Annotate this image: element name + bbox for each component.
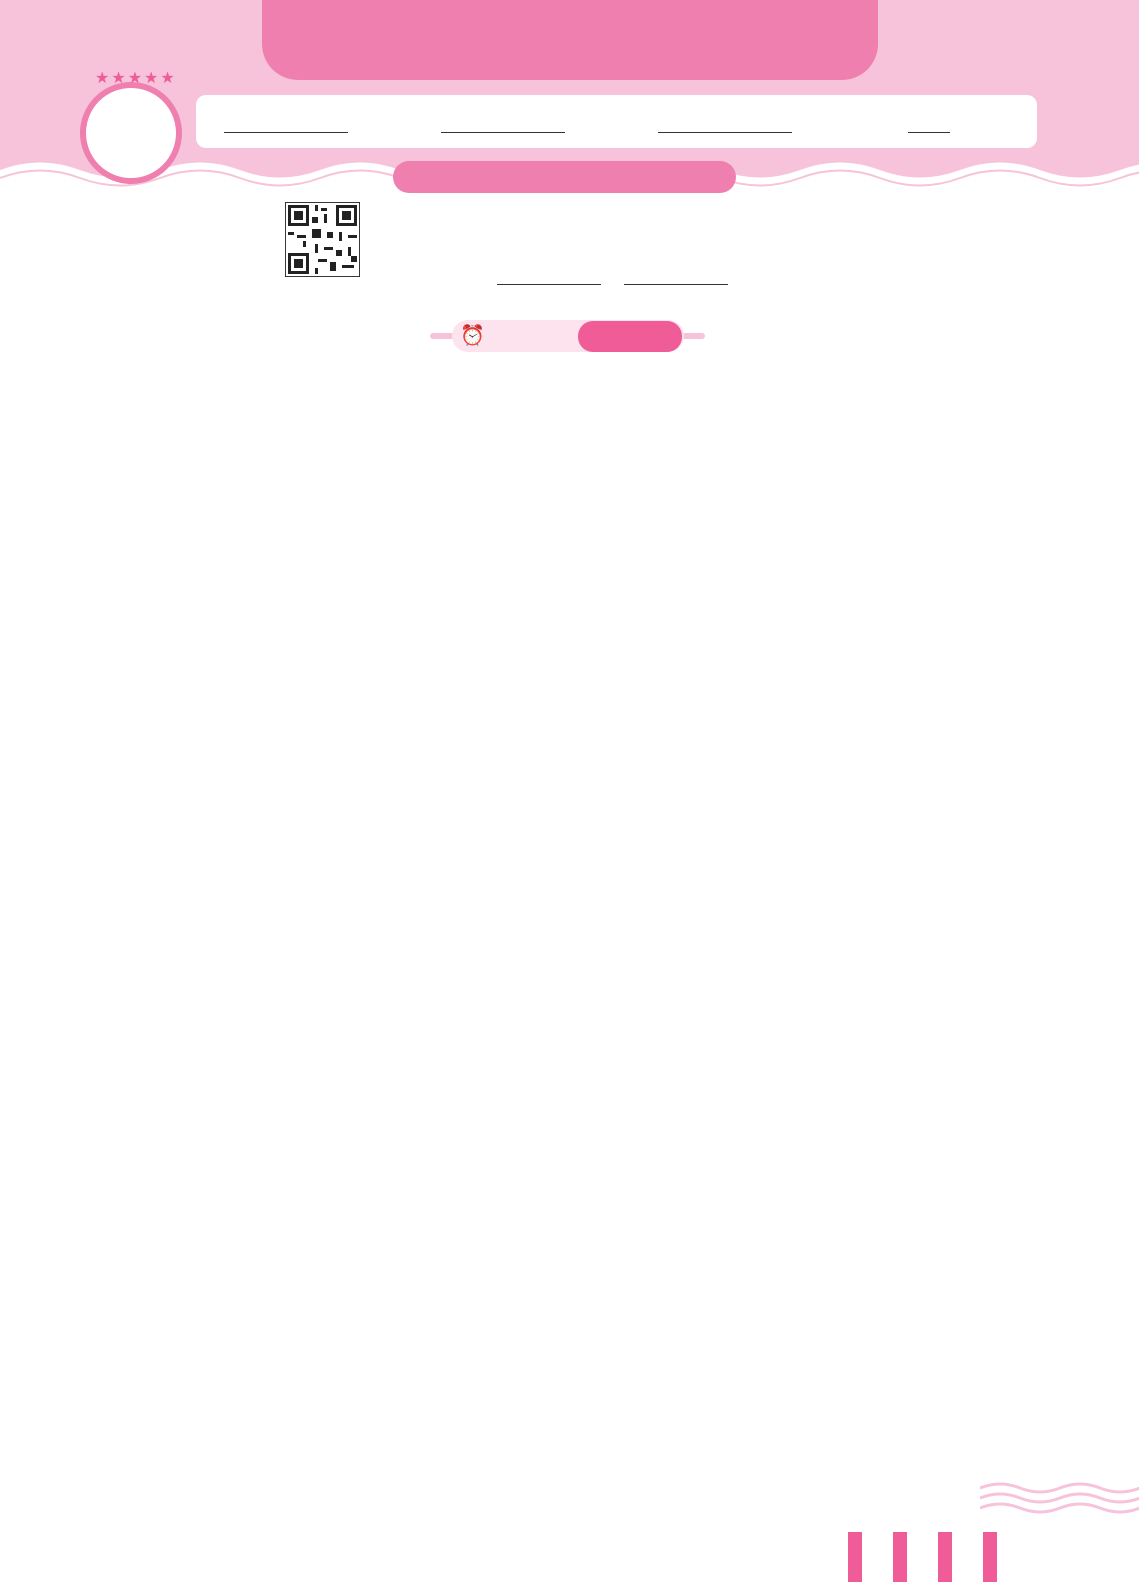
thumb-tab-bar xyxy=(848,1532,862,1582)
footer-wave xyxy=(980,1478,1139,1518)
series-tab xyxy=(262,0,878,80)
weekday-field[interactable] xyxy=(908,108,950,133)
year-blank[interactable] xyxy=(658,110,720,133)
timer-badge xyxy=(578,321,682,352)
actual-time-blank[interactable] xyxy=(497,268,601,285)
class-blank[interactable] xyxy=(224,110,348,133)
qr-code-icon[interactable] xyxy=(285,202,360,277)
logo-stars-icon: ★★★★★ xyxy=(95,68,177,87)
weekday-blank[interactable] xyxy=(908,110,950,133)
lesson-meta xyxy=(477,266,728,285)
day-blank[interactable] xyxy=(756,110,792,133)
evaluation-blank[interactable] xyxy=(624,268,728,285)
name-blank[interactable] xyxy=(441,110,565,133)
class-field[interactable] xyxy=(224,108,348,133)
student-info-box xyxy=(196,95,1037,148)
thumb-tab-bar xyxy=(983,1532,997,1582)
clock-icon: ⏰ xyxy=(460,323,485,347)
name-field[interactable] xyxy=(441,108,565,133)
brand-logo xyxy=(80,82,182,184)
date-field[interactable] xyxy=(658,108,792,133)
thumb-tab-bar xyxy=(938,1532,952,1582)
month-blank[interactable] xyxy=(720,110,756,133)
unit-banner xyxy=(393,161,736,193)
thumb-tab-bar xyxy=(893,1532,907,1582)
